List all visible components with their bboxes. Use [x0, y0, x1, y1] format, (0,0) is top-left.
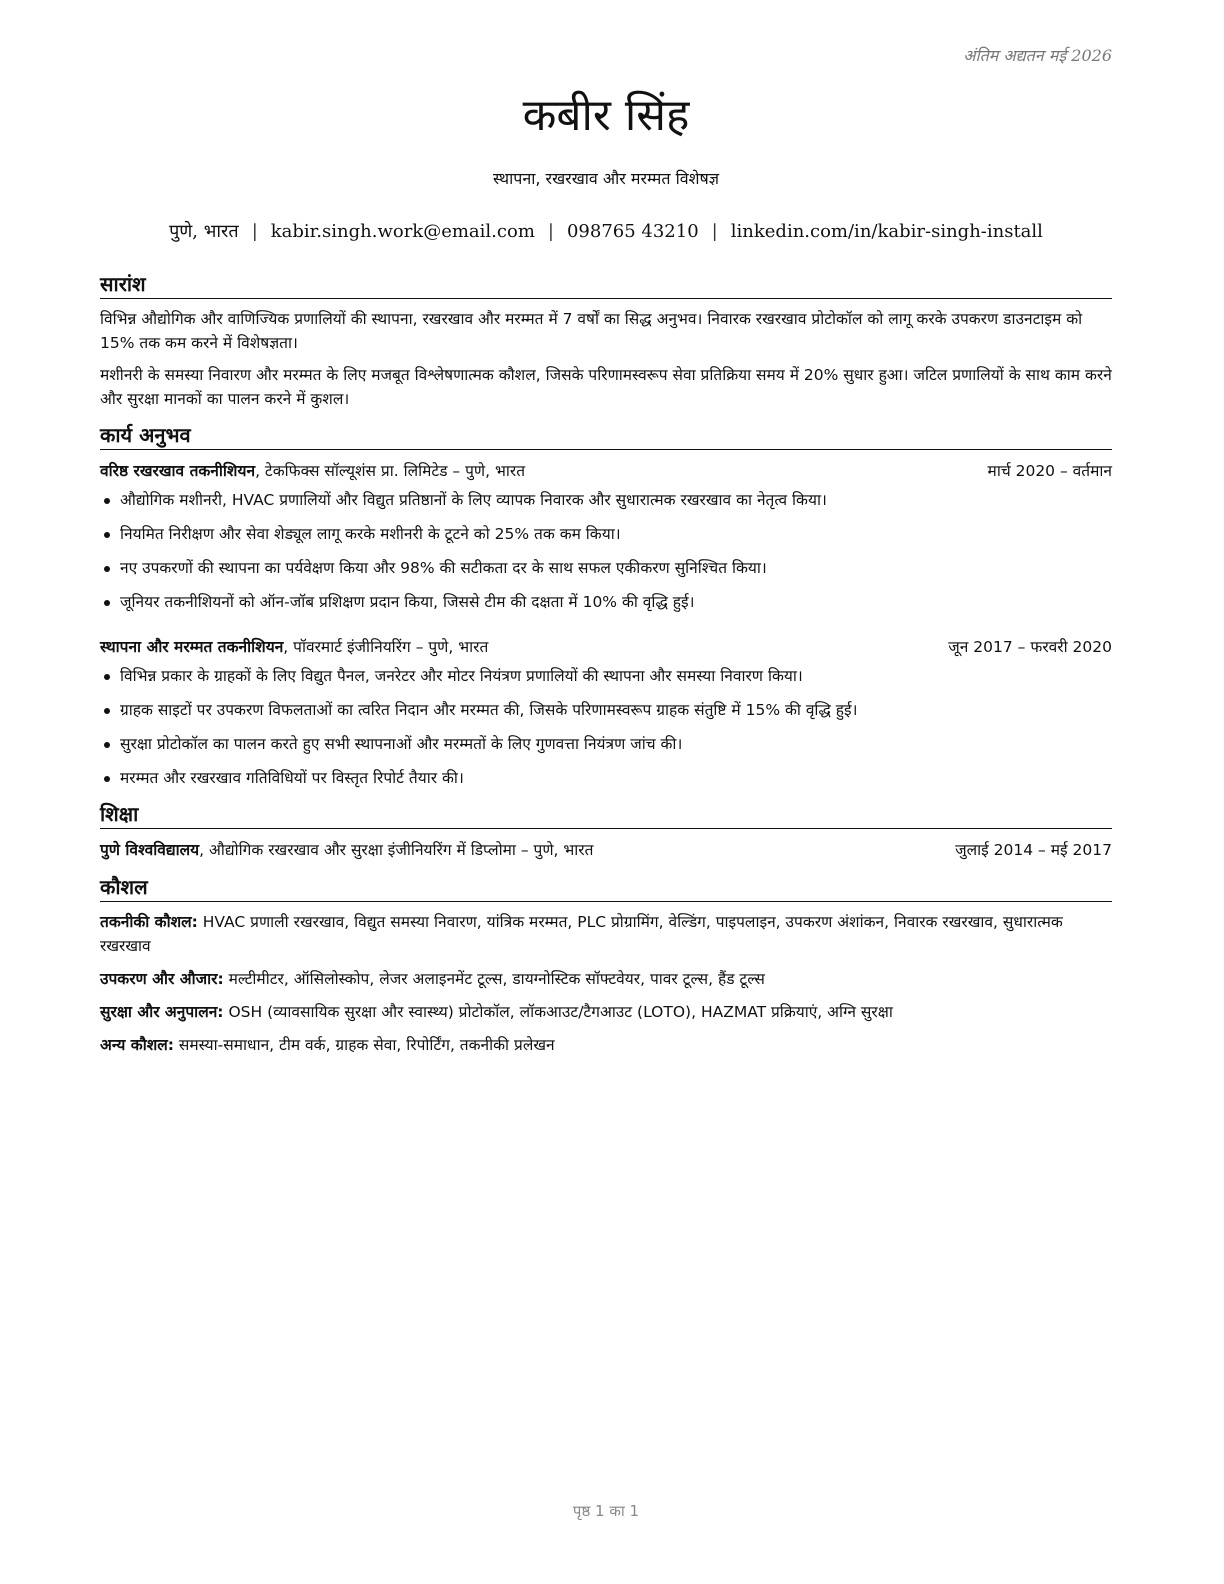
education-institution-detail — [100, 837, 593, 863]
skill-line — [100, 1000, 1112, 1024]
section-heading-education: शिक्षा — [100, 800, 1112, 829]
job-role: स्थापना और मरम्मत तकनीशियन — [100, 638, 284, 656]
job-bullet: जूनियर तकनीशियनों को ऑन-जॉब प्रशिक्षण प्रदान किया, जिससे टीम की दक्षता में 10% की वृद्धि हुई। — [100, 590, 1112, 614]
page-number: पृष्ठ 1 का 1 — [572, 1502, 640, 1520]
skill-line — [100, 1033, 1112, 1057]
summary-paragraph: मशीनरी के समस्या निवारण और मरम्मत के लिए मजबूत विश्लेषणात्मक कौशल, जिसके परिणामस्वरूप सेवा प्रतिक्रिया समय में 20% सुधार हुआ। जटिल प्रणालियों के साथ काम करने और सुरक्षा मानकों का पालन करने में कुशल। — [100, 366, 1112, 408]
contact-phone[interactable]: 098765 43210 — [566, 221, 699, 242]
contact-location: पुणे, भारत — [169, 221, 239, 242]
candidate-name: कबीर सिंह — [522, 90, 690, 141]
resume-body — [100, 270, 1112, 1066]
section-heading-skills: कौशल — [100, 873, 1112, 902]
contact-separator: | — [547, 221, 554, 242]
education-entry — [100, 837, 1112, 863]
skill-line — [100, 967, 1112, 991]
job-org: , टेकफिक्स सॉल्यूशंस प्रा. लिमिटेड – पुणे, भारत — [255, 462, 526, 480]
skill-value: OSH (व्यावसायिक सुरक्षा और स्वास्थ्य) प्रोटोकॉल, लॉकआउट/टैगआउट (LOTO), HAZMAT प्रक्रियाएं, अग्नि सुरक्षा — [223, 1003, 893, 1021]
job-header — [100, 458, 1112, 484]
summary-paragraph: विभिन्न औद्योगिक और वाणिज्यिक प्रणालियों की स्थापना, रखरखाव और मरम्मत में 7 वर्षों का सिद्ध अनुभव। निवारक रखरखाव प्रोटोकॉल को लागू करके उपकरण डाउनटाइम को 15% तक कम करने में विशेषज्ञता। — [100, 310, 1083, 352]
job-bullets — [100, 488, 1112, 614]
job-dates: मार्च 2020 – वर्तमान — [987, 462, 1112, 480]
last-updated-note: अंतिम अद्यतन मई 2026 — [963, 46, 1112, 65]
skill-line — [100, 910, 1112, 958]
job-bullet: ग्राहक साइटों पर उपकरण विफलताओं का त्वरित निदान और मरम्मत की, जिसके परिणामस्वरूप ग्राहक संतुष्टि में 15% की वृद्धि हुई। — [100, 698, 1112, 722]
job-bullet: नए उपकरणों की स्थापना का पर्यवेक्षण किया और 98% की सटीकता दर के साथ सफल एकीकरण सुनिश्चित किया। — [100, 556, 1112, 580]
job-bullet: विभिन्न प्रकार के ग्राहकों के लिए विद्युत पैनल, जनरेटर और मोटर नियंत्रण प्रणालियों की स्थापना और समस्या निवारण किया। — [100, 664, 1112, 688]
skill-label: तकनीकी कौशल: — [100, 913, 198, 931]
contact-separator: | — [251, 221, 258, 242]
job-bullet: सुरक्षा प्रोटोकॉल का पालन करते हुए सभी स्थापनाओं और मरम्मतों के लिए गुणवत्ता नियंत्रण जांच की। — [100, 732, 1112, 756]
skill-value: समस्या-समाधान, टीम वर्क, ग्राहक सेवा, रिपोर्टिंग, तकनीकी प्रलेखन — [173, 1036, 555, 1054]
job-bullet: नियमित निरीक्षण और सेवा शेड्यूल लागू करके मशीनरी के टूटने को 25% तक कम किया। — [100, 522, 1112, 546]
job-bullets — [100, 664, 1112, 790]
contact-separator: | — [711, 221, 718, 242]
job-role-org — [100, 458, 525, 484]
contact-linkedin-link[interactable]: linkedin.com/in/kabir-singh-install — [730, 221, 1043, 242]
contact-line — [100, 219, 1112, 245]
job-header — [100, 634, 1112, 660]
contact-email-link[interactable]: kabir.singh.work@email.com — [270, 221, 535, 242]
skill-label: सुरक्षा और अनुपालन: — [100, 1003, 224, 1021]
education-detail: , औद्योगिक रखरखाव और सुरक्षा इंजीनियरिंग में डिप्लोमा – पुणे, भारत — [199, 841, 594, 859]
job-bullet: मरम्मत और रखरखाव गतिविधियों पर विस्तृत रिपोर्ट तैयार की। — [100, 766, 1112, 790]
resume-page — [100, 0, 1112, 1584]
job-dates: जून 2017 – फरवरी 2020 — [948, 638, 1112, 656]
education-dates: जुलाई 2014 – मई 2017 — [955, 841, 1112, 859]
candidate-title: स्थापना, रखरखाव और मरम्मत विशेषज्ञ — [492, 169, 720, 188]
job-bullet: औद्योगिक मशीनरी, HVAC प्रणालियों और विद्युत प्रतिष्ठानों के लिए व्यापक निवारक और सुधारात्मक रखरखाव का नेतृत्व किया। — [100, 488, 1112, 512]
section-heading-experience: कार्य अनुभव — [100, 421, 1112, 450]
job-org: , पॉवरमार्ट इंजीनियरिंग – पुणे, भारत — [283, 638, 489, 656]
skill-value: मल्टीमीटर, ऑसिलोस्कोप, लेजर अलाइनमेंट टूल्स, डायग्नोस्टिक सॉफ्टवेयर, पावर टूल्स, हैंड टूल्स — [223, 970, 765, 988]
education-institution: पुणे विश्वविद्यालय — [100, 841, 200, 859]
skill-label: अन्य कौशल: — [100, 1036, 174, 1054]
section-heading-summary: सारांश — [100, 270, 1112, 299]
job-role: वरिष्ठ रखरखाव तकनीशियन — [100, 462, 256, 480]
skill-value: HVAC प्रणाली रखरखाव, विद्युत समस्या निवारण, यांत्रिक मरम्मत, PLC प्रोग्रामिंग, वेल्डिंग, पाइपलाइन, उपकरण अंशांकन, निवारक रखरखाव, सुधारात्मक रखरखाव — [100, 913, 1063, 955]
skill-label: उपकरण और औजार: — [100, 970, 224, 988]
job-role-org — [100, 634, 488, 660]
